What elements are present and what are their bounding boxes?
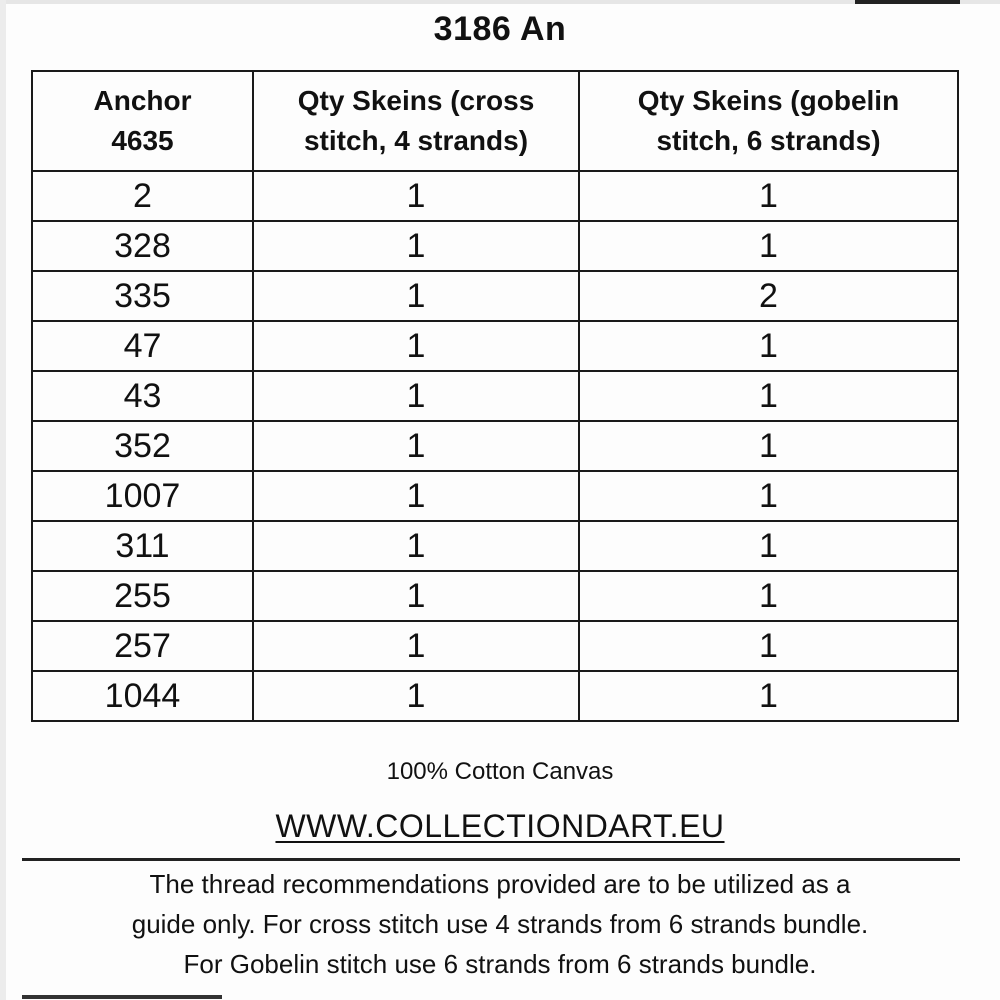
header-qty-gobelin-stitch [579, 71, 958, 171]
qty-cross-stitch-cell: 1 [253, 671, 579, 721]
qty-cross-stitch-cell: 1 [253, 471, 579, 521]
anchor-code-cell: 352 [32, 421, 253, 471]
anchor-code-cell: 2 [32, 171, 253, 221]
table-header-row [32, 71, 958, 171]
qty-gobelin-stitch-cell: 1 [579, 521, 958, 571]
qty-cross-stitch-cell: 1 [253, 421, 579, 471]
anchor-code-cell: 43 [32, 371, 253, 421]
header-line: Anchor [93, 85, 192, 116]
qty-cross-stitch-cell: 1 [253, 271, 579, 321]
qty-gobelin-stitch-cell: 2 [579, 271, 958, 321]
divider [22, 858, 960, 861]
header-line: Qty Skeins (gobelin [637, 85, 900, 116]
page-top-edge [0, 0, 1000, 4]
page-top-edge-mark [855, 0, 960, 4]
header-line: stitch, 4 strands) [303, 125, 529, 156]
table-row [32, 521, 958, 571]
table-row [32, 471, 958, 521]
qty-gobelin-stitch-cell: 1 [579, 621, 958, 671]
qty-cross-stitch-cell: 1 [253, 321, 579, 371]
disclaimer [20, 864, 980, 984]
qty-gobelin-stitch-cell: 1 [579, 471, 958, 521]
qty-gobelin-stitch-cell: 1 [579, 571, 958, 621]
thread-table [31, 70, 959, 722]
header-line: stitch, 6 strands) [656, 125, 881, 156]
anchor-code-cell: 328 [32, 221, 253, 271]
table-row [32, 571, 958, 621]
anchor-code-cell: 1044 [32, 671, 253, 721]
material-note: 100% Cotton Canvas [386, 758, 614, 785]
qty-gobelin-stitch-cell: 1 [579, 221, 958, 271]
anchor-code-cell: 47 [32, 321, 253, 371]
qty-gobelin-stitch-cell: 1 [579, 671, 958, 721]
table-row [32, 621, 958, 671]
anchor-code-cell: 335 [32, 271, 253, 321]
website-link[interactable]: WWW.COLLECTIONDART.EU [275, 808, 725, 844]
qty-cross-stitch-cell: 1 [253, 621, 579, 671]
header-anchor [32, 71, 253, 171]
anchor-code-cell: 257 [32, 621, 253, 671]
qty-cross-stitch-cell: 1 [253, 221, 579, 271]
disclaimer-line: guide only. For cross stitch use 4 strands from 6 strands bundle. [131, 909, 869, 939]
anchor-code-cell: 255 [32, 571, 253, 621]
qty-cross-stitch-cell: 1 [253, 571, 579, 621]
table-row [32, 171, 958, 221]
table-row [32, 421, 958, 471]
qty-gobelin-stitch-cell: 1 [579, 371, 958, 421]
header-qty-cross-stitch [253, 71, 579, 171]
anchor-code-cell: 1007 [32, 471, 253, 521]
disclaimer-line: For Gobelin stitch use 6 strands from 6 strands bundle. [183, 949, 817, 979]
table-row [32, 221, 958, 271]
qty-gobelin-stitch-cell: 1 [579, 421, 958, 471]
table-row [32, 371, 958, 421]
page-left-edge [0, 0, 6, 1000]
header-line: Qty Skeins (cross [297, 85, 535, 116]
qty-gobelin-stitch-cell: 1 [579, 321, 958, 371]
bottom-divider [22, 995, 222, 999]
table-body [32, 171, 958, 721]
qty-cross-stitch-cell: 1 [253, 371, 579, 421]
header-line: 4635 [111, 125, 174, 156]
anchor-code-cell: 311 [32, 521, 253, 571]
website-line [0, 808, 1000, 845]
disclaimer-line: The thread recommendations provided are to be utilized as a [149, 869, 851, 899]
qty-gobelin-stitch-cell: 1 [579, 171, 958, 221]
table-row [32, 271, 958, 321]
qty-cross-stitch-cell: 1 [253, 521, 579, 571]
qty-cross-stitch-cell: 1 [253, 171, 579, 221]
page-title: 3186 An [433, 10, 567, 48]
table-row [32, 671, 958, 721]
table-row [32, 321, 958, 371]
